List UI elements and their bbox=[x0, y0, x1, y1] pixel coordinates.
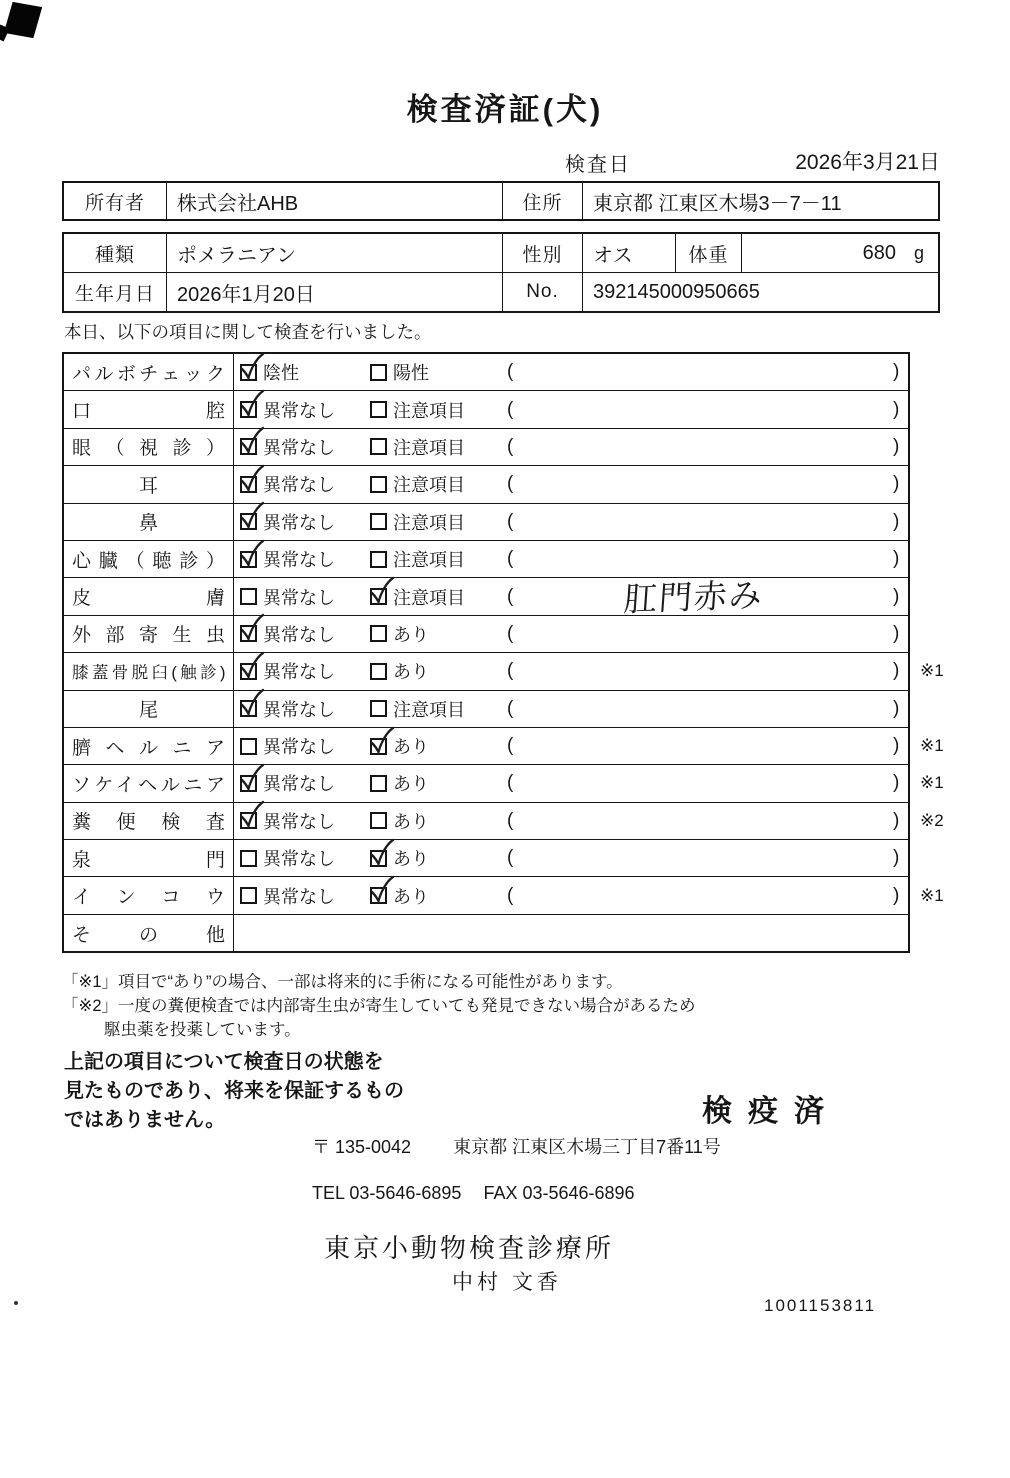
disclaimer-line-1: 上記の項目について検査日の状態を bbox=[64, 1051, 384, 1073]
item-label: 臍ヘルニア bbox=[72, 737, 225, 759]
option-label: 異常なし bbox=[263, 437, 335, 458]
handwritten-note bbox=[559, 553, 829, 562]
option-label: 陽性 bbox=[393, 363, 429, 384]
option-positive bbox=[370, 359, 429, 385]
pet-table bbox=[62, 232, 940, 313]
breed-value: ポメラニアン bbox=[167, 234, 503, 272]
option-caution bbox=[370, 509, 465, 535]
paren-open: ( bbox=[507, 510, 514, 532]
paren-open: ( bbox=[507, 884, 514, 906]
table-row-inkou bbox=[64, 877, 944, 914]
option-label: 異常なし bbox=[263, 849, 335, 870]
paren-close: ) bbox=[893, 548, 900, 570]
checkbox-icon bbox=[240, 476, 257, 493]
checkmark-icon bbox=[239, 764, 266, 794]
checkbox-icon bbox=[240, 625, 257, 642]
intro-text: 本日、以下の項目に関して検査を行いました。 bbox=[64, 322, 432, 342]
footnote-2 bbox=[62, 994, 696, 1042]
option-label: 異常なし bbox=[263, 475, 335, 496]
clinic-address: 東京都 江東区木場三丁目7番11号 bbox=[453, 1137, 721, 1157]
item-label: 心臓（聴診） bbox=[72, 550, 225, 572]
item-label: 尾 bbox=[138, 700, 158, 722]
handwritten-note bbox=[559, 889, 829, 898]
disclaimer-line-3: ではありません。 bbox=[64, 1109, 226, 1131]
option-label: 注意項目 bbox=[393, 400, 465, 421]
option-normal bbox=[240, 883, 335, 909]
checkbox-icon bbox=[370, 775, 387, 792]
weight-label: 体重 bbox=[676, 234, 742, 272]
checkbox-icon bbox=[240, 588, 257, 605]
checkbox-icon bbox=[240, 812, 257, 829]
option-normal bbox=[240, 584, 335, 610]
option-label: 異常なし bbox=[263, 811, 335, 832]
weight-value bbox=[742, 234, 938, 272]
clinic-name: 東京小動物検査診療所 bbox=[324, 1233, 615, 1263]
checkmark-icon bbox=[239, 540, 266, 570]
fax-number: FAX 03-5646-6896 bbox=[483, 1183, 635, 1203]
option-label: あり bbox=[393, 886, 429, 907]
checkbox-icon bbox=[370, 663, 387, 680]
item-label: パルボチェック bbox=[72, 363, 225, 385]
paren-open: ( bbox=[507, 622, 514, 644]
footnote-mark: ※2 bbox=[920, 810, 944, 830]
option-caution bbox=[370, 434, 465, 460]
option-normal bbox=[240, 808, 335, 834]
table-row-eyes bbox=[64, 429, 908, 466]
option-present bbox=[370, 733, 429, 759]
item-label: ソケイヘルニア bbox=[72, 774, 225, 796]
item-label: 鼻 bbox=[138, 513, 158, 535]
table-row-other bbox=[64, 915, 908, 951]
checkmark-icon bbox=[239, 465, 266, 495]
address-value: 東京都 江東区木場3－7－11 bbox=[593, 192, 842, 215]
option-caution bbox=[370, 584, 465, 610]
checkmark-icon bbox=[239, 427, 266, 457]
footnote-2-line-1: 「※2」一度の糞便検査では内部寄生虫が寄生していても発見できない場合があるため bbox=[62, 997, 696, 1015]
item-label: その他 bbox=[72, 924, 225, 946]
paren-close: ) bbox=[893, 622, 900, 644]
breed-label: 種類 bbox=[64, 234, 167, 272]
option-present bbox=[370, 883, 429, 909]
disclaimer bbox=[64, 1048, 404, 1135]
table-row-mouth bbox=[64, 391, 908, 428]
veterinarian-name: 中村 文香 bbox=[452, 1271, 562, 1294]
option-present bbox=[370, 845, 429, 871]
checkbox-icon bbox=[370, 364, 387, 381]
option-normal bbox=[240, 546, 335, 572]
option-caution bbox=[370, 397, 465, 423]
handwritten-note bbox=[559, 777, 829, 786]
birth-value: 2026年1月20日 bbox=[167, 273, 503, 311]
checkbox-icon bbox=[240, 663, 257, 680]
checkmark-icon bbox=[239, 652, 266, 682]
checkbox-icon bbox=[370, 625, 387, 642]
option-label: あり bbox=[393, 774, 429, 795]
paren-close: ) bbox=[893, 772, 900, 794]
paren-open: ( bbox=[507, 435, 514, 457]
address-label: 住所 bbox=[503, 183, 583, 219]
checkbox-icon bbox=[370, 738, 387, 755]
table-row-ectoparasites bbox=[64, 616, 908, 653]
option-negative bbox=[240, 359, 299, 385]
item-label: 耳 bbox=[138, 475, 158, 497]
option-normal bbox=[240, 471, 335, 497]
checkmark-icon bbox=[369, 577, 396, 607]
option-normal bbox=[240, 434, 335, 460]
paren-open: ( bbox=[507, 398, 514, 420]
handwritten-note bbox=[559, 366, 829, 375]
handwritten-note bbox=[559, 852, 829, 861]
option-caution bbox=[370, 546, 465, 572]
checkmark-icon bbox=[239, 390, 266, 420]
paren-close: ) bbox=[893, 510, 900, 532]
item-label: 泉門 bbox=[72, 849, 225, 871]
handwritten-note bbox=[559, 665, 829, 674]
item-label: 糞便検査 bbox=[72, 812, 225, 834]
table-row-fontanelle bbox=[64, 840, 908, 877]
option-label: 異常なし bbox=[263, 512, 335, 533]
paren-open: ( bbox=[507, 735, 514, 757]
paren-open: ( bbox=[507, 697, 514, 719]
paren-open: ( bbox=[507, 473, 514, 495]
inspection-table bbox=[62, 352, 944, 953]
item-label: 眼（視診） bbox=[72, 438, 225, 460]
checkbox-icon bbox=[370, 588, 387, 605]
checkmark-icon bbox=[239, 689, 266, 719]
option-label: 異常なし bbox=[263, 400, 335, 421]
option-present bbox=[370, 658, 429, 684]
document-title: 検査済証(犬) bbox=[406, 92, 604, 127]
birth-label: 生年月日 bbox=[64, 273, 167, 311]
paren-close: ) bbox=[893, 735, 900, 757]
checkbox-icon bbox=[240, 438, 257, 455]
checkbox-icon bbox=[240, 738, 257, 755]
option-normal bbox=[240, 845, 335, 871]
owner-table bbox=[62, 181, 940, 221]
paren-open: ( bbox=[507, 361, 514, 383]
handwritten-note bbox=[559, 403, 829, 412]
option-label: 注意項目 bbox=[393, 587, 465, 608]
serial-number: 1001153811 bbox=[764, 1296, 877, 1315]
option-label: 異常なし bbox=[263, 550, 335, 571]
item-label: インコウ bbox=[72, 887, 225, 909]
table-row-inguinal-hernia bbox=[64, 765, 944, 802]
checkmark-icon bbox=[239, 353, 266, 383]
checkbox-icon bbox=[370, 850, 387, 867]
pet-row-1 bbox=[64, 234, 938, 272]
checkbox-icon bbox=[240, 513, 257, 530]
checkmark-icon bbox=[239, 801, 266, 831]
option-label: 異常なし bbox=[263, 587, 335, 608]
owner-label: 所有者 bbox=[64, 183, 167, 219]
option-normal bbox=[240, 733, 335, 759]
table-row-umbilical-hernia bbox=[64, 728, 944, 765]
paren-close: ) bbox=[893, 435, 900, 457]
option-label: 注意項目 bbox=[393, 699, 465, 720]
no-label: No. bbox=[503, 273, 583, 311]
paren-close: ) bbox=[893, 585, 900, 607]
quarantine-stamp: 検疫済 bbox=[702, 1095, 840, 1128]
tel-number: TEL 03-5646-6895 bbox=[312, 1183, 462, 1203]
item-label: 皮膚 bbox=[72, 588, 225, 610]
checkbox-icon bbox=[240, 401, 257, 418]
option-label: 注意項目 bbox=[393, 437, 465, 458]
handwritten-note bbox=[559, 628, 829, 637]
paren-open: ( bbox=[507, 772, 514, 794]
handwritten-note-anal-redness: 肛門赤み bbox=[622, 576, 766, 619]
checkbox-icon bbox=[240, 700, 257, 717]
option-label: 異常なし bbox=[263, 774, 335, 795]
sex-value: オス bbox=[583, 234, 676, 272]
option-label: あり bbox=[393, 737, 429, 758]
checkbox-icon bbox=[240, 364, 257, 381]
option-label: 異常なし bbox=[263, 699, 335, 720]
owner-name: 株式会社AHB bbox=[167, 183, 503, 219]
checkbox-icon bbox=[370, 700, 387, 717]
handwritten-note bbox=[559, 815, 829, 824]
checkmark-icon bbox=[369, 727, 396, 757]
option-present bbox=[370, 770, 429, 796]
item-label: 口腔 bbox=[72, 401, 225, 423]
postal-code: 〒 135-0042 bbox=[312, 1137, 412, 1157]
scan-artifact bbox=[4, 2, 42, 38]
checkbox-icon bbox=[370, 513, 387, 530]
inspection-date-value: 2026年3月21日 bbox=[795, 151, 940, 174]
clinic-address-line bbox=[312, 1133, 721, 1159]
option-normal bbox=[240, 658, 335, 684]
paren-close: ) bbox=[893, 809, 900, 831]
weight-number: 680 bbox=[862, 241, 896, 264]
option-label: あり bbox=[393, 662, 429, 683]
option-label: 異常なし bbox=[263, 737, 335, 758]
checkbox-icon bbox=[240, 887, 257, 904]
option-label: あり bbox=[393, 849, 429, 870]
checkmark-icon bbox=[369, 839, 396, 869]
checkbox-icon bbox=[370, 551, 387, 568]
table-row-skin bbox=[64, 576, 908, 619]
paren-close: ) bbox=[893, 660, 900, 682]
option-label: 注意項目 bbox=[393, 512, 465, 533]
checkbox-icon bbox=[240, 850, 257, 867]
option-caution bbox=[370, 471, 465, 497]
paren-open: ( bbox=[507, 585, 514, 607]
footnote-mark: ※1 bbox=[920, 773, 944, 793]
option-label: あり bbox=[393, 624, 429, 645]
option-present bbox=[370, 621, 429, 647]
table-row-patella bbox=[64, 653, 944, 690]
option-normal bbox=[240, 696, 335, 722]
handwritten-note bbox=[559, 478, 829, 487]
checkmark-icon bbox=[239, 614, 266, 644]
paren-close: ) bbox=[893, 361, 900, 383]
option-label: あり bbox=[393, 811, 429, 832]
paren-open: ( bbox=[507, 847, 514, 869]
disclaimer-line-2: 見たものであり、将来を保証するもの bbox=[64, 1080, 404, 1102]
table-row-ears bbox=[64, 466, 908, 503]
weight-unit: g bbox=[913, 242, 924, 263]
tel-fax-line bbox=[312, 1183, 635, 1204]
paren-close: ) bbox=[893, 398, 900, 420]
table-row-tail bbox=[64, 691, 908, 728]
option-label: 異常なし bbox=[263, 624, 335, 645]
footnote-mark: ※1 bbox=[920, 736, 944, 756]
paren-close: ) bbox=[893, 847, 900, 869]
option-label: 注意項目 bbox=[393, 475, 465, 496]
paren-close: ) bbox=[893, 884, 900, 906]
checkbox-icon bbox=[370, 476, 387, 493]
pet-row-2 bbox=[64, 272, 938, 311]
paren-close: ) bbox=[893, 473, 900, 495]
checkmark-icon bbox=[369, 876, 396, 906]
item-label: 膝蓋骨脱臼(触診) bbox=[72, 664, 225, 683]
checkbox-icon bbox=[370, 438, 387, 455]
checkbox-icon bbox=[370, 812, 387, 829]
inspection-date-label: 検査日 bbox=[565, 154, 631, 176]
option-normal bbox=[240, 397, 335, 423]
handwritten-note bbox=[559, 740, 829, 749]
paren-open: ( bbox=[507, 660, 514, 682]
option-caution bbox=[370, 696, 465, 722]
footnote-2-line-2: 駆虫薬を投薬しています。 bbox=[104, 1021, 301, 1039]
no-value: 392145000950665 bbox=[593, 280, 760, 303]
checkbox-icon bbox=[370, 401, 387, 418]
checkbox-icon bbox=[370, 887, 387, 904]
handwritten-note bbox=[559, 703, 829, 712]
option-normal bbox=[240, 509, 335, 535]
footnote-mark: ※1 bbox=[920, 661, 944, 681]
option-present bbox=[370, 808, 429, 834]
handwritten-note bbox=[559, 516, 829, 525]
scan-artifact bbox=[14, 1301, 18, 1305]
checkmark-icon bbox=[239, 502, 266, 532]
option-label: 注意項目 bbox=[393, 550, 465, 571]
footnote-mark: ※1 bbox=[920, 885, 944, 905]
option-normal bbox=[240, 621, 335, 647]
checkbox-icon bbox=[240, 551, 257, 568]
table-row-fecal-exam bbox=[64, 803, 944, 840]
paren-open: ( bbox=[507, 809, 514, 831]
item-label: 外部寄生虫 bbox=[72, 625, 225, 647]
table-row-parvo bbox=[64, 354, 908, 391]
option-label: 陰性 bbox=[263, 363, 299, 384]
paren-close: ) bbox=[893, 697, 900, 719]
checkbox-icon bbox=[240, 775, 257, 792]
paren-open: ( bbox=[507, 548, 514, 570]
handwritten-note bbox=[559, 441, 829, 450]
option-label: 異常なし bbox=[263, 886, 335, 907]
table-row-nose bbox=[64, 504, 908, 541]
option-normal bbox=[240, 770, 335, 796]
footnote-1: 「※1」項目で“あり”の場合、一部は将来的に手術になる可能性があります。 bbox=[62, 973, 623, 991]
option-label: 異常なし bbox=[263, 662, 335, 683]
sex-label: 性別 bbox=[503, 234, 583, 272]
